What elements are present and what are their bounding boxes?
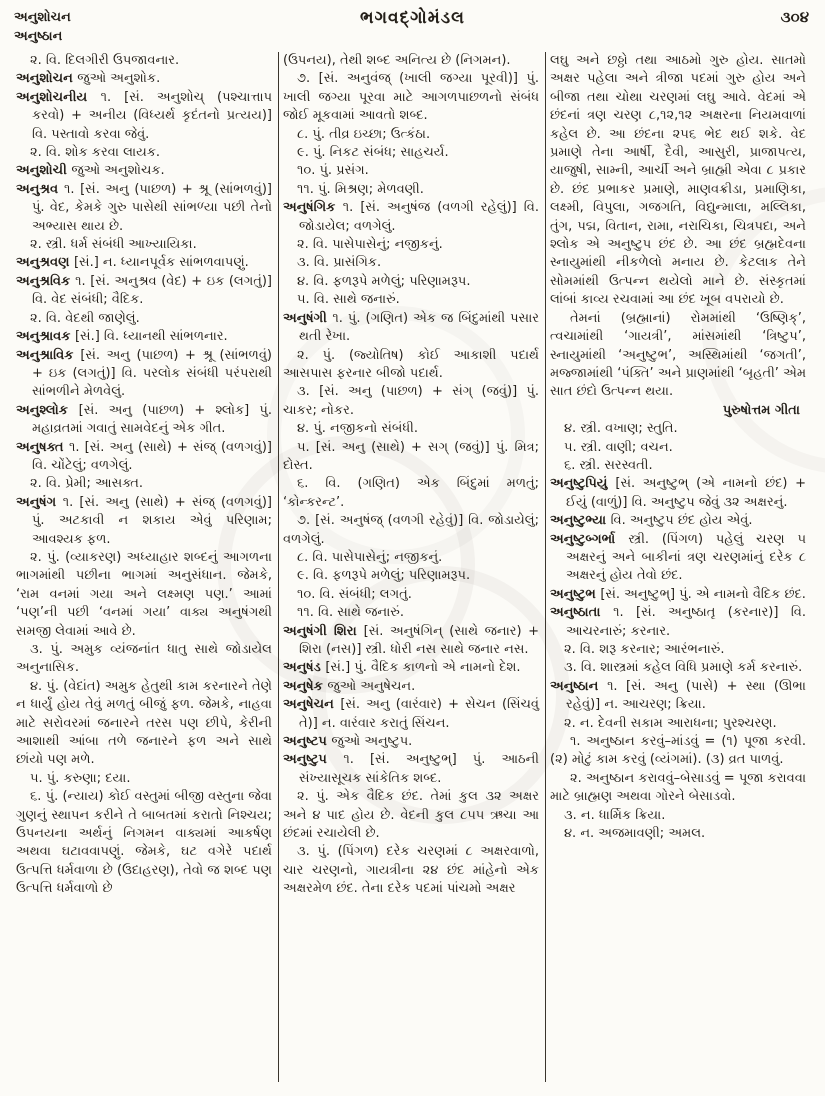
text-line: ૫. વિ. સાથે જનારું.: [297, 292, 400, 308]
text-line: ૧. અનુષ્ઠાન કરવું–માંડવું = (૧) પૂજા કરવી. (૨) મોટું કામ કરવું (વ્યંગમાં). (૩) વ્રત પાળવું.: [550, 734, 806, 768]
text-line: ૨. વિ. શોક કરવા લાયક.: [30, 145, 161, 161]
text-line: ૩. ન. ધાર્મિક ક્રિયા.: [564, 807, 666, 823]
dictionary-entry: અનુશ્રાવિક [સં. અનુ (પાછળ) + શ્રૂ (સાંભળવું) + ઇક (લગતું)] વિ. પરલોક સંબંધી પરંપરાથી સાંભળીને મેળવેલું.: [16, 347, 272, 400]
column-2: [279, 50, 545, 1082]
page-number: ૩૦૪: [780, 8, 809, 26]
text-line: ૭. [સં. અનુષંજ્ (વળગી રહેવું)] વિ. જોડાયેલું; વળગેલું.: [283, 513, 539, 547]
headword: અનુશ્રાવિક: [16, 347, 81, 363]
headword: અનુષંગ: [16, 494, 63, 510]
dictionary-entry: અનુષ્ટુપ ૧. [સં. અનુષ્ટુભ્] પું. આઠની સંખ્યાસૂચક સાંકેતિક શબ્દ.: [283, 752, 539, 786]
headword: અનુષંગી: [283, 310, 333, 326]
dictionary-entry: અનુશ્રવિક ૧. [સં. અનુશ્રવ (વેદ) + ઇક (લગતું)] વિ. વેદ સંબંધી; વૈદિક.: [16, 273, 272, 308]
text-line: ૧૧. વિ. સાથે જનારું.: [297, 605, 404, 621]
dictionary-entry: અનુશ્લોક [સં. અનુ (પાછળ) + શ્લોક] પું. મહાવ્રતમાં ગવાતું સામવેદનું એક ગીત.: [16, 402, 273, 437]
dictionary-entry: અનુષંડ [સં.] પું. વૈદિક કાળનો એ નામનો દેશ.: [283, 660, 521, 676]
column-3: [546, 50, 812, 1082]
dictionary-entry: અનુષ્ઠાન ૧. [સં. અનુ (પાસે) + સ્થા (ઊભા રહેવું)] ન. આચરણ; ક્રિયા.: [550, 678, 806, 713]
dictionary-entry: અનુશ્રવણ [સં.] ન. ધ્યાનપૂર્વક સાંભળવાપણું.: [16, 255, 249, 271]
columns-container: [12, 50, 813, 1082]
guide-word-first: અનુશોચન: [14, 10, 71, 25]
headword: અનુષંગી શિરા: [283, 623, 364, 639]
page-header: [12, 6, 813, 50]
headword: અનુશોચી: [16, 163, 72, 179]
text-line: ૨. વિ. દિલગીરી ઉપજાવનાર.: [30, 53, 180, 68]
text-line: ૨. અનુષ્ઠાન કરાવવું–બેસાડવું = પૂજા કરાવવા માટે બ્રાહ્મણ અથવા ગોરને બેસાડવો.: [550, 770, 806, 805]
text-line: ૧૦. વિ. સંબંધી; લગતું.: [297, 586, 412, 602]
page-title: ભગવદ્ગોમંડલ: [360, 8, 465, 28]
headword: અનુષ્ટુભ: [550, 586, 601, 602]
dictionary-entry: અનુષ્ટુભ્યા વિ. અનુષ્ટુપ છંદ હોય એવું.: [550, 513, 753, 529]
text-line: ૨. વિ. પ્રેમી; આસક્ત.: [30, 476, 144, 492]
dictionary-entry: અનુષ્ટુબ્ગર્ભા સ્ત્રી. (પિંગળ) પહેલું ચરણ ૫ અક્ષરનું અને બાકીનાં ત્રણ ચરણમાંનું દરેક ૮ અક્ષરનું હોય તેવો છંદ.: [550, 531, 806, 584]
quote-attribution: પુરુષોત્તમ ગીતા: [722, 402, 800, 418]
headword: અનુષંગિક: [283, 200, 343, 216]
text-line: ૬. પું. (ન્યાય) કોઈ વસ્તુમાં બીજી વસ્તુના જેવા ગુણનું સ્થાપન કરીને તે બાબતમાં કરાતો નિશ્ચય; ઉપનયના અર્થનું નિગમન વાક્યમાં આકર્ષણ અથવા ઘટાવવાપણું. જેમકે, ઘટ વગેરે પદાર્થ ઉત્પત્તિ ધર્મવાળા છે (ઉદાહરણ), તેવો જ શબ્દ પણ ઉત્પત્તિ ધર્મવાળો છે: [16, 789, 272, 897]
text-line: ૬. સ્ત્રી. સરસ્વતી.: [564, 457, 653, 473]
headword: અનુશ્રાવક: [16, 329, 75, 345]
headword: અનુશ્લોક: [16, 402, 79, 418]
text-line: ૨. વિ. વેદથી જાણેલું.: [30, 310, 140, 326]
dictionary-entry: અનુષંગિક ૧. [સં. અનુષંજ (વળગી રહેલું)] વિ. જોડાયેલ; વળગેલું.: [283, 200, 539, 234]
text-line: ૪. સ્ત્રી. વખાણ; સ્તુતિ.: [564, 421, 678, 437]
dictionary-entry: અનુશોચી જુઓ અનુશોચક.: [16, 163, 165, 179]
headword: અનુષંડ: [283, 660, 326, 676]
text-line: ૨. ન. દેવની સકામ આરાધના; પુરશ્ચરણ.: [564, 715, 777, 731]
headword: અનુષ્ઠાન: [550, 678, 608, 694]
text-line: ૨. સ્ત્રી. ધર્મ સંબંધી આખ્યાયિકા.: [30, 237, 197, 253]
headword: અનુષ્ઠાતા: [550, 605, 614, 621]
headword: અનુશોચનીય: [16, 89, 101, 105]
dictionary-entry: અનુષક્ત ૧. [સં. અનુ (સાથે) + સંજ્ (વળગવું)] વિ. ચોંટેલું; વળગેલું.: [16, 439, 272, 473]
dictionary-entry: અનુષંગ ૧. [સં. અનુ (સાથે) + સંજ્ (વળગવું)] પું. અટકાવી ન શકાય એવું પરિણામ; આવશ્યક ફળ.: [16, 494, 272, 547]
text-line: ૮. પું. તીવ્ર ઇચ્છા; ઉત્કંઠા.: [297, 126, 431, 142]
text-line: ૩. વિ. શાસ્ત્રમાં કહેલ વિધિ પ્રમાણે કર્મ કરનારું.: [564, 660, 803, 676]
text-line: ૧૦. પું. પ્રસંગ.: [297, 163, 369, 179]
headword: અનુશ્રવણ: [16, 255, 74, 271]
text-line: ૩. [સં. અનુ (પાછળ) + સંગ્ (જવું)] પું. ચાકર; નોકર.: [283, 384, 539, 418]
text-line: ૪. વિ. ફળરૂપે મળેલું; પરિણામરૂપ.: [297, 273, 471, 289]
text-line: ૨. પું. (જ્યોતિષ) કોઈ આકાશી પદાર્થ આસપાસ ફરનાર બીજો પદાર્થ.: [283, 347, 539, 381]
text-line: ૫. પું. કરુણા; દયા.: [30, 770, 131, 786]
headword: અનુશ્રવિક: [16, 273, 76, 289]
dictionary-entry: અનુષ્ટપ જુઓ અનુષ્ટુપ.: [283, 734, 413, 750]
text-line: ૧૧. પું. મિશ્રણ; મેળવણી.: [297, 181, 424, 197]
text-line: ૪. પું. નજીકનો સંબંધી.: [297, 421, 418, 437]
dictionary-entry: અનુશોચન જુઓ અનુશોક.: [16, 71, 161, 87]
text-line: ૬. વિ. (ગણિત) એક બિંદુમાં મળતું; ‘કોન્કરન્ટ’.: [283, 476, 539, 510]
guide-word-last: અનુષ્ઠાન: [14, 29, 63, 44]
text-line: ૨. પું. (વ્યાકરણ) અધ્યાહાર શબ્દનું આગળના ભાગમાંથી પછીના ભાગમાં અનુસંધાન. જેમકે, ‘રામ વનમાં ગયા અને લક્ષ્મણ પણ.’ આમાં ‘પણ’ની પછી ‘વનમાં ગયા’ વાક્ય અનુષંગથી સમજી લેવામાં આવે છે.: [16, 549, 272, 639]
text-line: ૨. વિ. શરૂ કરનાર; આરંભનારું.: [564, 642, 725, 657]
headword: અનુષ્ટપ: [283, 734, 332, 750]
text-line: તેમનાં (બ્રહ્માનાં) રોમમાંથી ‘ઉષ્ણિક્’, ત્વચામાંથી ‘ગાયત્રી’, માંસમાંથી ‘ત્રિષ્ટુપ’, સ્નાયુમાંથી ‘અનુષ્ટુભ’, અસ્થિમાંથી ‘જગતી’, મજ્જામાંથી ‘પંક્તિ’ અને પ્રાણમાંથી ‘બૃહતી’ એમ સાત છંદો ઉત્પન્ન થયા.: [550, 310, 806, 400]
headword: અનુષ્ટુપિયું: [550, 476, 616, 492]
text-line: ૯. વિ. ફળરૂપે મળેલું; પરિણામરૂપ.: [297, 568, 471, 584]
text-line: (ઉપનય), તેથી શબ્દ અનિત્ય છે (નિગમન).: [283, 53, 511, 68]
dictionary-entry: અનુશોચનીય ૧. [સં. અનુશોચ્ (પશ્ચાત્તાપ કરવો) + અનીય (વિધ્યર્થ કૃદંતનો પ્રત્યય)] વિ. પસ્તાવો કરવા જેવું.: [16, 89, 273, 142]
text-line: લઘુ અને છઠ્ઠો તથા આઠમો ગુરુ હોય. સાતમો અક્ષર પહેલા અને ત્રીજા પદમાં ગુરુ હોય અને બીજા તથા ચોથા ચરણમાં લઘુ આવે. વેદમાં એ છંદનાં ત્રણ ચરણ ૮,૧૨,૧૨ અક્ષરના નિયમવાળાં કહેલ છે. આ છંદના ૨૫૬ ભેદ થઈ શકે. વેદ પ્રમાણે તેના આર્ષી, દૈવી, આસુરી, પ્રાજાપત્ય, યાજુષી, સામ્ની, આર્ચી અને બ્રાહ્મી એવા ૮ પ્રકાર છે. છંદ પ્રભાકર પ્રમાણે, માણવક્રીડા, પ્રમાણિકા, લક્ષ્મી, વિપુલા, ગજગતિ, વિદ્યુન્માલા, મલ્લિકા, તુંગ, પદ્મ, વિતાન, રામા, નરાચિકા, ચિત્રપદા, અને શ્લોક એ અનુષ્ટુપ છંદ છે. આ છંદ બ્રહ્મદેવના સ્નાયુમાંથી નીકળેલો મનાય છે. કેટલાક તેને સોમમાંથી ઉત્પન્ન થયેલો માને છે. સંસ્કૃતમાં લાંબાં કાવ્ય રચવામાં આ છંદ ખૂબ વપરાયો છે.: [550, 53, 806, 308]
headword: અનુષ્ટુભ્યા: [550, 513, 611, 529]
headword: અનુશ્રવ: [16, 181, 65, 197]
text-line: ૨. પું. એક વૈદિક છંદ. તેમાં કુલ ૩૨ અક્ષર અને ૪ પાદ હોય છે. વેદની કુલ ૮૫૫ ઋચા આ છંદમાં રચાયેલી છે.: [283, 789, 539, 842]
dictionary-entry: અનુષંગી ૧. પું. (ગણિત) એક જ બિંદુમાંથી પસાર થતી રેખા.: [283, 310, 539, 345]
text-line: ૩. પું. (પિંગળ) દરેક ચરણમાં ૮ અક્ષરવાળો, ચાર ચરણનો, ગાયત્રીના ૨૪ છંદ માંહેનો એક અક્ષરમેળ છંદ. તેના દરેક પદમાં પાંચમો અક્ષર: [283, 844, 539, 897]
text-line: ૭. [સં. અનુવંજ્ (ખાલી જગ્યા પૂરવી)] પું. ખાલી જગ્યા પૂરવા માટે આગળપાછળનો સંબંધ જોઈ મૂકવામાં આવતો શબ્દ.: [283, 71, 539, 124]
dictionary-entry: અનુષ્ઠાતા ૧. [સં. અનુષ્ઠાતૃ (કરનાર)] વિ. આચરનારું; કરનાર.: [550, 605, 806, 639]
text-line: ૯. પું. નિકટ સંબંધ; સાહચર્ય.: [297, 145, 449, 161]
headword: અનુશોચન: [16, 71, 78, 87]
text-line: ૮. વિ. પાસેપાસેનું; નજીકનું.: [297, 549, 443, 565]
headword: અનુષેક: [283, 678, 328, 694]
text-line: ૩. પું. અમુક વ્યંજનાંત ધાતુ સાથે જોડાયેલ અનુનાસિક.: [16, 642, 272, 676]
dictionary-entry: અનુષ્ટુપિયું [સં. અનુષ્ટુભ્ (એ નામનો છંદ) + ઈયું (વાળું)] વિ. અનુષ્ટુપ જેવું ૩૨ અક્ષરનું.: [550, 476, 806, 510]
text-line: ૩. વિ. પ્રાસંગિક.: [297, 255, 382, 271]
dictionary-entry: અનુશ્રવ ૧. [સં. અનુ (પાછળ) + શ્રૂ (સાંભળવું)] પું. વેદ, કેમકે ગુરુ પાસેથી સાંભળ્યા પછી તેનો અભ્યાસ થાય છે.: [16, 181, 272, 234]
headword: અનુષ્ટુપ: [283, 752, 344, 768]
text-line: ૫. [સં. અનુ (સાથે) + સગ્ (જવું)] પું. મિત્ર; દોસ્ત.: [283, 439, 539, 473]
text-line: ૪. ન. અજમાવણી; અમલ.: [564, 826, 706, 842]
dictionary-entry: અનુશ્રાવક [સં.] વિ. ધ્યાનથી સાંભળનાર.: [16, 329, 228, 345]
column-1: [12, 50, 278, 1082]
headword: અનુષક્ત: [16, 439, 69, 455]
text-line: ૪. પું. (વેદાંત) અમુક હેતુથી કામ કરનારને તેણે ન ધાર્યું હોય તેવું મળતું બીજું ફળ. જેમકે, નાહવા માટે સરોવરમાં જનારને તરસ પણ છીપે, કેરીની આશાથી આંબા તળે જનારને ફળ અને સાથે છાંયો પણ મળે.: [16, 678, 272, 768]
text-line: ૨. વિ. પાસેપાસેનું; નજીકનું.: [297, 237, 443, 253]
text-line: ૫. સ્ત્રી. વાણી; વચન.: [564, 439, 673, 455]
dictionary-entry: અનુષ્ટુભ [સં. અનુષ્ટુભ્] પું. એ નામનો વૈદિક છંદ.: [550, 586, 806, 602]
dictionary-entry: અનુષેક જુઓ અનુષેચન.: [283, 678, 416, 694]
headword: અનુષેચન: [283, 697, 341, 713]
headword: અનુષ્ટુબ્ગર્ભા: [550, 531, 629, 547]
dictionary-entry: અનુષંગી શિરા [સં. અનુષંગિન્ (સાથે જનાર) + શિરા (નસ)] સ્ત્રી. ધોરી નસ સાથે જનાર નસ.: [283, 623, 540, 657]
dictionary-entry: અનુષેચન [સં. અનુ (વારંવાર) + સેચન (સિંચવું તે)] ન. વારંવાર કરાતું સિંચન.: [283, 697, 540, 731]
